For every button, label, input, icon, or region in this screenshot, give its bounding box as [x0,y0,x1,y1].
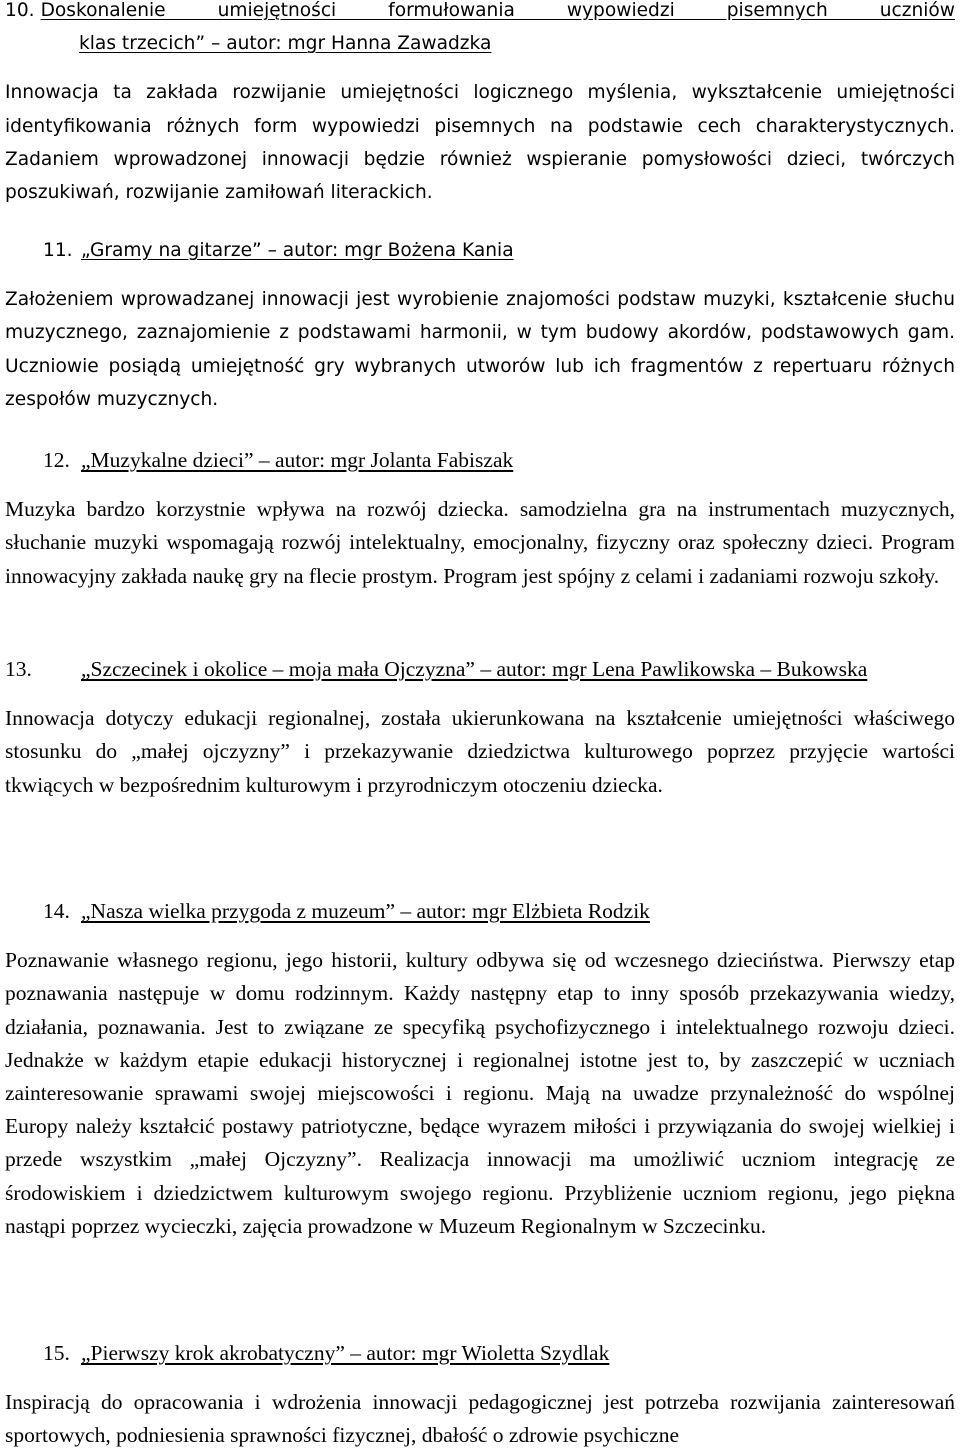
section-number: 13. [5,657,32,681]
section-body: Inspiracją do opracowania i wdrożenia innowacji pedagogicznej jest potrzeba rozwijania zainteresowań sportowych, podniesienia sprawności fizycznej, dbałość o zdrowie psychiczne [5,1390,955,1448]
section-heading [5,234,955,267]
section-14 [5,895,955,1243]
section-body: Muzyka bardzo korzystnie wpływa na rozwój dziecka. samodzielna gra na instrumentach muzycznych, słuchanie muzyki wspomagają rozwój intelektualny, emocjonalny, fizyczny oraz społeczny dzieci. Program innowacyjny zakłada naukę gry na flecie prostym. Program jest spójny z celami i zadaniami rozwoju szkoły. [5,497,955,588]
section-heading [5,0,955,27]
section-11 [5,234,955,416]
section-10 [5,0,955,209]
section-title: „Szczecinek i okolice – moja mała Ojczyzna” – autor: mgr Lena Pawlikowska – Bukowska [81,657,868,681]
section-number: 12. [43,448,70,472]
section-15 [5,1337,955,1453]
section-body: Założeniem wprowadzanej innowacji jest wyrobienie znajomości podstaw muzyki, kształcenie słuchu muzycznego, zaznajomienie z podstawami harmonii, w tym budowy akordów, podstawowych gam. Uczniowie posiądą umiejętność gry wybranych utworów lub ich fragmentów z repertuaru różnych zespołów muzycznych. [5,289,955,410]
section-number: 15. [43,1341,70,1365]
section-13 [5,653,955,802]
section-heading [5,895,955,928]
section-title: „Gramy na gitarze” – autor: mgr Bożena Kania [81,240,514,261]
section-heading [5,444,955,477]
section-number: 10. [5,0,35,21]
section-title-line1: Doskonalenie umiejętności formułowania wypowiedzi pisemnych uczniów [40,0,955,21]
section-12 [5,444,955,593]
section-body: Innowacja ta zakłada rozwijanie umiejętności logicznego myślenia, wykształcenie umiejętności identyfikowania różnych form wypowiedzi pisemnych na podstawie cech charakterystycznych. Zadaniem wprowadzonej innowacji będzie również wspieranie pomysłowości dzieci, twórczych poszukiwań, rozwijanie zamiłowań literackich. [5,82,955,204]
section-body: Innowacja dotyczy edukacji regionalnej, została ukierunkowana na kształcenie umiejętności właściwego stosunku do „małej ojczyzny” i przekazywanie dziedzictwa kulturowego poprzez przyjęcie wartości tkwiących w bezpośrednim kulturowym i przyrodniczym otoczeniu dziecka. [5,706,955,797]
section-body: Poznawanie własnego regionu, jego historii, kultury odbywa się od wczesnego dzieciństwa. Pierwszy etap poznawania następuje w domu rodzinnym. Każdy następny etap to inny sposób przekazywania wiedzy, działania, poznawania. Jest to związane ze specyfiką psychofizycznego i intelektualnego rozwoju dzieci. Jednakże w każdym etapie edukacji historycznej i regionalnej istotne jest to, by zaszczepić w uczniach zainteresowanie sprawami swojej miejscowości i regionu. Mają na uwadze przynależność do wspólnej Europy należy kształcić postawy patriotyczne, będące wyrazem miłości i przywiązania do swojej wielkiej i przede wszystkim „małej Ojczyzny”. Realizacja innowacji ma umożliwić uczniom integrację ze środowiskiem i dziedzictwem kulturowym swojego regionu. Przybliżenie uczniom regionu, jego piękna nastąpi poprzez wycieczki, zajęcia prowadzone w Muzeum Regionalnym w Szczecinku. [5,948,955,1238]
section-number: 14. [43,899,70,923]
section-title-line2: klas trzecich” – autor: mgr Hanna Zawadzka [79,33,492,55]
section-title: „Pierwszy krok akrobatyczny” – autor: mgr Wioletta Szydlak [81,1341,610,1365]
section-number: 11. [43,240,73,261]
section-title: „Muzykalne dzieci” – autor: mgr Jolanta Fabiszak [81,448,514,472]
section-heading [5,1337,955,1370]
section-heading-continued [5,27,955,60]
section-title: „Nasza wielka przygoda z muzeum” – autor: mgr Elżbieta Rodzik [81,899,650,923]
section-heading [5,653,955,686]
